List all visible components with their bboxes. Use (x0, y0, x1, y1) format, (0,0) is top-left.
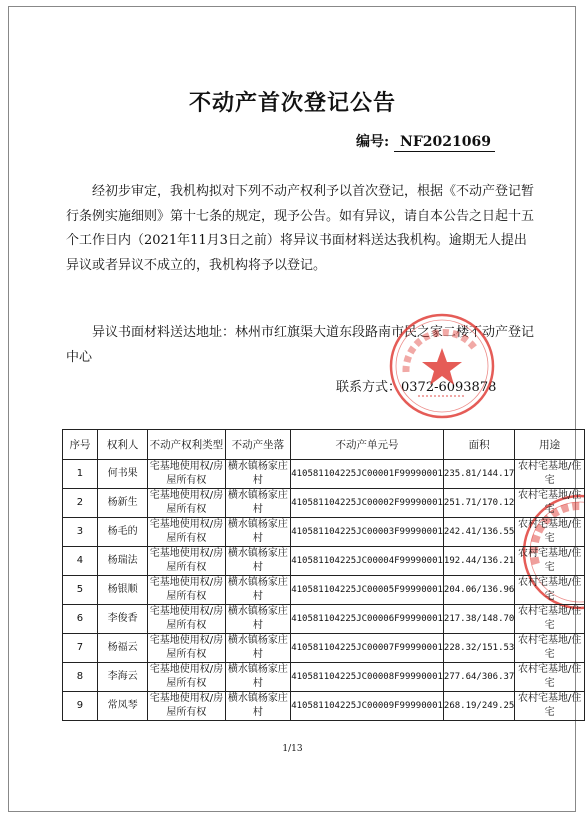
header-area: 面积 (443, 430, 514, 460)
table-row (63, 518, 585, 547)
cell-index: 2 (63, 489, 98, 518)
cell-use: 农村宅基地/住宅 (515, 663, 585, 692)
cell-use: 农村宅基地/住宅 (515, 460, 585, 489)
cell-location: 横水镇杨家庄村 (225, 634, 291, 663)
cell-use: 农村宅基地/住宅 (515, 692, 585, 721)
cell-index: 8 (63, 663, 98, 692)
cell-area: 192.44/136.21 (443, 547, 514, 576)
cell-owner: 杨瑞法 (97, 547, 147, 576)
cell-owner: 何书果 (97, 460, 147, 489)
cell-unit-number: 410581104225JC00009F99990001 (291, 692, 444, 721)
cell-area: 251.71/170.12 (443, 489, 514, 518)
cell-right-type: 宅基地使用权/房屋所有权 (148, 605, 225, 634)
document-number-label: 编号: (356, 134, 390, 150)
header-use: 用途 (515, 430, 585, 460)
document-number (356, 131, 495, 152)
table-row (63, 460, 585, 489)
cell-right-type: 宅基地使用权/房屋所有权 (148, 489, 225, 518)
cell-use: 农村宅基地/住宅 (515, 489, 585, 518)
header-index: 序号 (63, 430, 98, 460)
cell-unit-number: 410581104225JC00004F99990001 (291, 547, 444, 576)
cell-location: 横水镇杨家庄村 (225, 460, 291, 489)
cell-location: 横水镇杨家庄村 (225, 547, 291, 576)
cell-location: 横水镇杨家庄村 (225, 663, 291, 692)
cell-unit-number: 410581104225JC00007F99990001 (291, 634, 444, 663)
cell-index: 1 (63, 460, 98, 489)
cell-owner: 杨福云 (97, 634, 147, 663)
cell-owner: 杨毛的 (97, 518, 147, 547)
cell-right-type: 宅基地使用权/房屋所有权 (148, 663, 225, 692)
cell-area: 204.06/136.96 (443, 576, 514, 605)
table-row (63, 605, 585, 634)
cell-unit-number: 410581104225JC00002F99990001 (291, 489, 444, 518)
objection-address-paragraph: 异议书面材料送达地址：林州市红旗渠大道东段路南市民之家二楼不动产登记中心 (66, 325, 535, 365)
cell-right-type: 宅基地使用权/房屋所有权 (148, 547, 225, 576)
cell-owner: 李海云 (97, 663, 147, 692)
cell-owner: 常凤琴 (97, 692, 147, 721)
cell-location: 横水镇杨家庄村 (225, 576, 291, 605)
table-row (63, 692, 585, 721)
cell-area: 277.64/306.37 (443, 663, 514, 692)
cell-area: 235.81/144.17 (443, 460, 514, 489)
cell-index: 9 (63, 692, 98, 721)
table-row (63, 576, 585, 605)
cell-right-type: 宅基地使用权/房屋所有权 (148, 460, 225, 489)
cell-unit-number: 410581104225JC00005F99990001 (291, 576, 444, 605)
cell-right-type: 宅基地使用权/房屋所有权 (148, 576, 225, 605)
cell-location: 横水镇杨家庄村 (225, 489, 291, 518)
cell-unit-number: 410581104225JC00008F99990001 (291, 663, 444, 692)
table-row (63, 634, 585, 663)
cell-unit-number: 410581104225JC00006F99990001 (291, 605, 444, 634)
page-number: 1/13 (282, 744, 303, 754)
cell-use: 农村宅基地/住宅 (515, 605, 585, 634)
table-row (63, 547, 585, 576)
cell-right-type: 宅基地使用权/房屋所有权 (148, 634, 225, 663)
header-owner: 权利人 (97, 430, 147, 460)
cell-right-type: 宅基地使用权/房屋所有权 (148, 692, 225, 721)
cell-index: 4 (63, 547, 98, 576)
cell-use: 农村宅基地/住宅 (515, 576, 585, 605)
official-seal-stamp (388, 312, 496, 420)
cell-use: 农村宅基地/住宅 (515, 518, 585, 547)
header-location: 不动产坐落 (225, 430, 291, 460)
header-right-type: 不动产权利类型 (148, 430, 225, 460)
cell-index: 7 (63, 634, 98, 663)
cell-area: 217.38/148.70 (443, 605, 514, 634)
contact-info: 联系方式：0372-6093878 (336, 380, 497, 395)
cell-unit-number: 410581104225JC00003F99990001 (291, 518, 444, 547)
cell-area: 228.32/151.53 (443, 634, 514, 663)
table-row (63, 663, 585, 692)
cell-owner: 杨银顺 (97, 576, 147, 605)
cell-owner: 杨新生 (97, 489, 147, 518)
announcement-paragraph: 经初步审定，我机构拟对下列不动产权利予以首次登记，根据《不动产登记暂行条例实施细则》第十七条的规定，现予公告。如有异议，请自本公告之日起十五个工作日内（2021年11月3日之前）将异议书面材料送达我机构。逾期无人提出异议或者异议不成立的，我机构将予以登记。 (66, 184, 535, 273)
cell-use: 农村宅基地/住宅 (515, 634, 585, 663)
cell-owner: 李俊香 (97, 605, 147, 634)
cell-location: 横水镇杨家庄村 (225, 605, 291, 634)
cell-location: 横水镇杨家庄村 (225, 518, 291, 547)
table-row (63, 489, 585, 518)
table-header-row (63, 430, 585, 460)
registration-table (62, 429, 585, 721)
cell-index: 5 (63, 576, 98, 605)
document-number-value: NF2021069 (394, 134, 495, 152)
cell-index: 6 (63, 605, 98, 634)
cell-index: 3 (63, 518, 98, 547)
page-title: 不动产首次登记公告 (188, 90, 396, 116)
cell-right-type: 宅基地使用权/房屋所有权 (148, 518, 225, 547)
header-unit-number: 不动产单元号 (291, 430, 444, 460)
cell-location: 横水镇杨家庄村 (225, 692, 291, 721)
cell-use: 农村宅基地/住宅 (515, 547, 585, 576)
cell-area: 242.41/136.55 (443, 518, 514, 547)
cell-area: 268.19/249.25 (443, 692, 514, 721)
cell-unit-number: 410581104225JC00001F99990001 (291, 460, 444, 489)
